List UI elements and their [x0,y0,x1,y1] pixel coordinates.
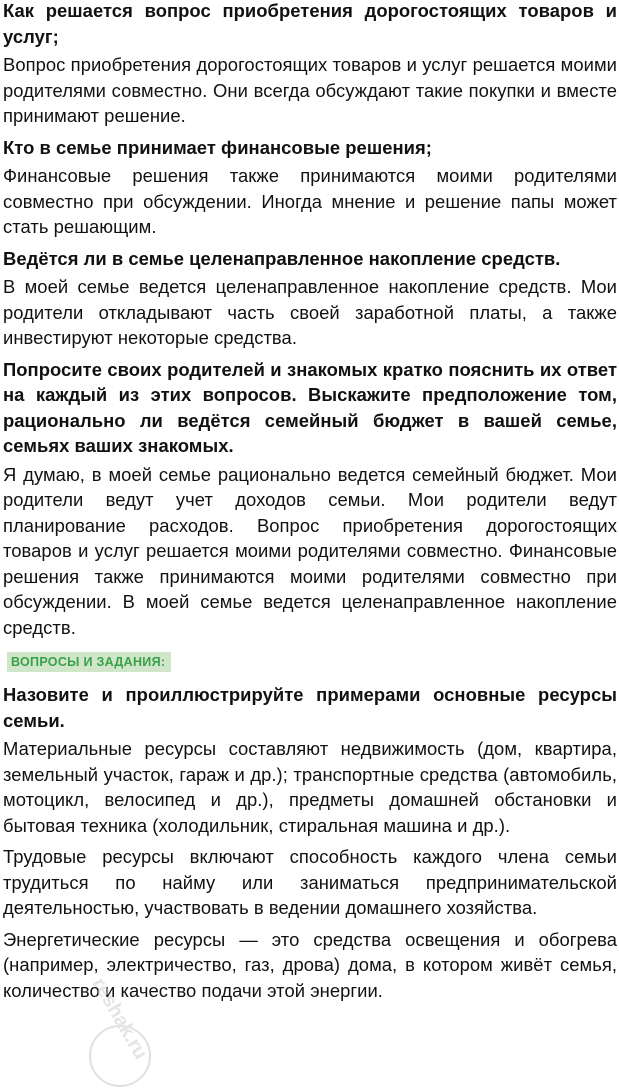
question-savings: Ведётся ли в семье целенаправленное накопление средств. [3,247,561,269]
question-financial-decisions: Кто в семье принимает финансовые решения; [3,136,432,158]
answer-ask-parents: Я думаю, в моей семье рационально ведется семейный бюджет. Мои родители ведут учет доходов семьи. Мои родители ведут планирование расходов. Вопрос приобретения дорогостоящих товаров и услуг решается моими родителями совместно. Финансовые решения также принимаются моими родителями совместно при обсуждении. В моей семье ведется целенаправленное накопление средств. [3,463,617,638]
svg-text:reshak.ru: reshak.ru [87,974,152,1064]
answer-material-resources: Материальные ресурсы составляют недвижимость (дом, квартира, земельный участок, гараж и др.); транспортные средства (автомобиль, мотоцикл, велосипед и др.), предметы домашней обстановки и бытовая техника (холодильник, стиральная машина и др.). [3,738,617,836]
answer-expensive-purchases: Вопрос приобретения дорогостоящих товаров и услуг решается моими родителями совместно. Они всегда обсуждают такие покупки и вместе принимают решение. [3,54,617,126]
answer-financial-decisions: Финансовые решения также принимаются моими родителями совместно при обсуждении. Иногда мнение и решение папы может стать решающим. [3,165,617,237]
question-ask-parents: Попросите своих родителей и знакомых кратко пояснить их ответ на каждый из этих вопросов. Выскажите предположение том, рационально ли ведётся семейный бюджет в вашей семье, семьях ваших знакомых. [3,358,617,456]
answer-labor-resources: Трудовые ресурсы включают способность каждого члена семьи трудиться по найму или заниматься предпринимательской деятельностью, участвовать в ведении домашнего хозяйства. [3,846,617,918]
answer-savings: В моей семье ведется целенаправленное накопление средств. Мои родители откладывают часть своей заработной платы, а также инвестируют некоторые средства. [3,276,617,348]
answer-energy-resources: Энергетические ресурсы — это средства освещения и обогрева (например, электричество, газ, дрова) дома, в котором живёт семья, количество и качество подачи этой энергии. [3,928,617,1001]
section-badge-questions-tasks: ВОПРОСЫ И ЗАДАНИЯ: [7,652,171,672]
question-family-resources: Назовите и проиллюстрируйте примерами основные ресурсы семьи. [3,684,617,731]
question-expensive-purchases: Как решается вопрос приобретения дорогостоящих товаров и услуг; [3,0,617,47]
